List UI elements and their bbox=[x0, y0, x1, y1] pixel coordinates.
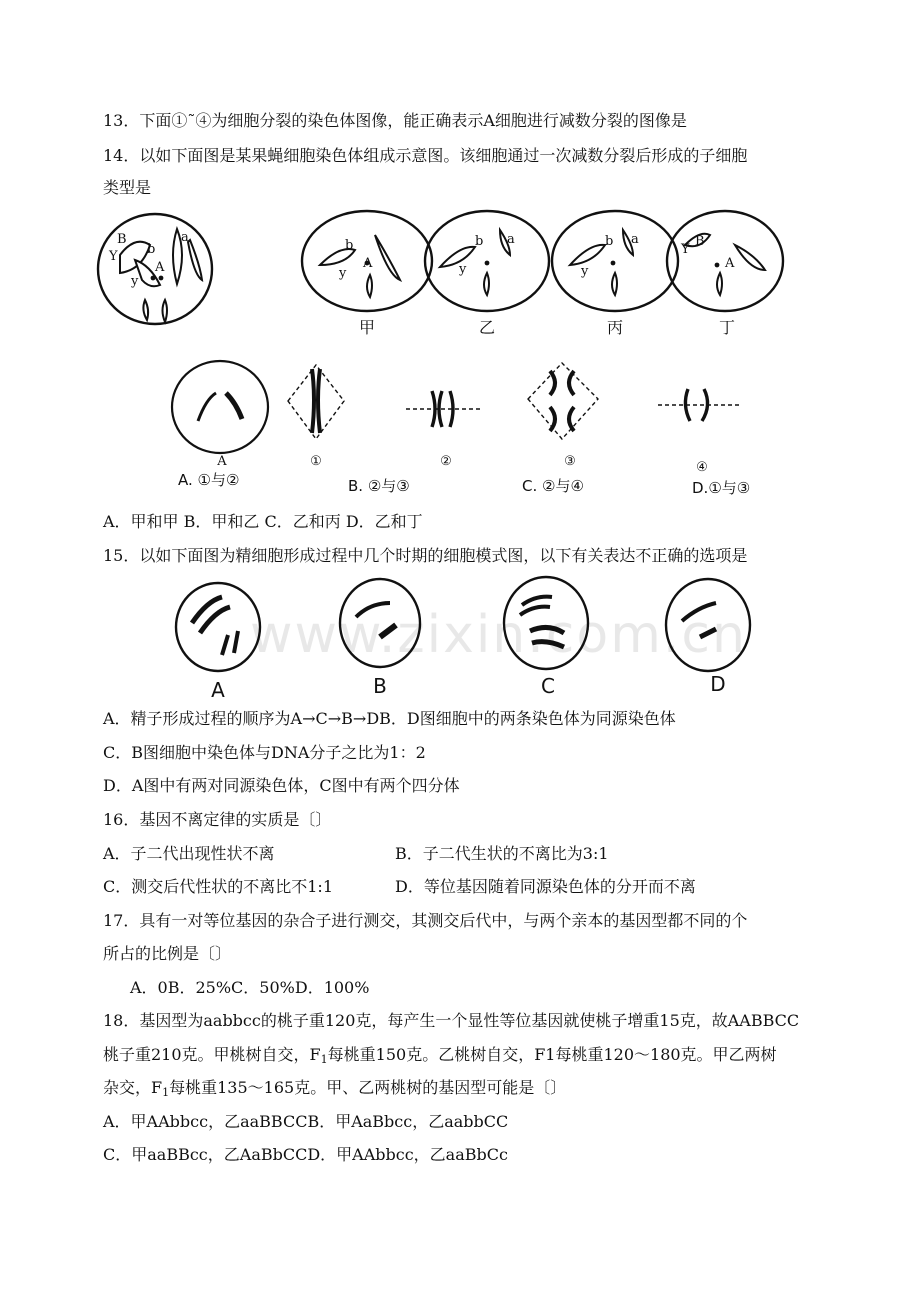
gene-label: a bbox=[507, 232, 515, 247]
q18-line3-b: 每桃重135～165克。甲、乙两桃树的基因型可能是〔〕 bbox=[169, 1078, 567, 1097]
q18-line2-b: 每桃重150克。乙桃树自交，F1每桃重120～180克。甲乙两树 bbox=[327, 1045, 777, 1064]
stage-number: ④ bbox=[696, 460, 708, 475]
question-14-line1: 14．以如下面图是某果蝇细胞染色体组成示意图。该细胞通过一次减数分裂后形成的子细胞 bbox=[103, 146, 748, 165]
figure-label-jia: 甲 bbox=[358, 318, 376, 337]
gene-label: Y bbox=[681, 242, 690, 257]
figure-label-ding: 丁 bbox=[718, 318, 736, 337]
question-18-option-cd: C．甲aaBBcc，乙AaBbCCD．甲AAbbcc，乙aaBbCc bbox=[103, 1145, 508, 1164]
cell-label-a: A bbox=[211, 678, 225, 702]
gene-label: Y bbox=[109, 249, 118, 264]
stage-number: ② bbox=[440, 454, 452, 469]
question-16: 16．基因不离定律的实质是〔〕 bbox=[103, 810, 332, 829]
watermark: www.zixin.com.cn bbox=[250, 605, 747, 665]
stage-number: ① bbox=[310, 454, 322, 469]
question-13: 13．下面①˜④为细胞分裂的染色体图像，能正确表示A细胞进行减数分裂的图像是 bbox=[103, 111, 687, 130]
stage-number: ③ bbox=[564, 454, 576, 469]
figure-label-yi: 乙 bbox=[478, 318, 496, 337]
question-18-option-ab: A．甲AAbbcc，乙aaBBCCB．甲AaBbcc，乙aabbCC bbox=[103, 1112, 509, 1131]
gene-label: y bbox=[131, 274, 139, 289]
fruitfly-chromosome-figure bbox=[95, 205, 815, 340]
gene-label: b bbox=[605, 234, 614, 249]
gene-label: A bbox=[155, 260, 165, 275]
question-17-line2: 所占的比例是〔〕 bbox=[103, 944, 232, 963]
question-18-line2 bbox=[103, 1045, 777, 1070]
question-14-line2: 类型是 bbox=[103, 178, 152, 197]
gene-label: y bbox=[581, 264, 589, 279]
figure-label-bing: 丙 bbox=[606, 318, 624, 337]
q18-line3-a: 杂交，F bbox=[103, 1078, 163, 1097]
question-16-option-b: B．子二代生状的不离比为3:1 bbox=[395, 844, 609, 863]
question-17-line1: 17．具有一对等位基因的杂合子进行测交，其测交后代中，与两个亲本的基因型都不同的个 bbox=[103, 911, 748, 930]
figure-choice: D.①与③ bbox=[692, 479, 751, 497]
gene-label: b bbox=[345, 238, 354, 253]
gene-label: y bbox=[459, 262, 467, 277]
gene-label: A bbox=[725, 256, 735, 271]
question-16-option-d: D．等位基因随着同源染色体的分开而不离 bbox=[395, 877, 696, 896]
question-15: 15．以如下面图为精细胞形成过程中几个时期的细胞模式图，以下有关表达不正确的选项是 bbox=[103, 546, 748, 565]
question-16-option-c: C．测交后代性状的不离比不1:1 bbox=[103, 877, 333, 896]
cell-label-c: C bbox=[541, 674, 555, 698]
question-16-option-a: A．子二代出现性状不离 bbox=[103, 844, 275, 863]
gene-label: B bbox=[117, 232, 127, 247]
figure-choice: B. ②与③ bbox=[348, 477, 410, 495]
question-15-option-c: C．B图细胞中染色体与DNA分子之比为1：2 bbox=[103, 743, 426, 762]
question-18-line3 bbox=[103, 1078, 566, 1103]
q18-line2-a: 桃子重210克。甲桃树自交，F bbox=[103, 1045, 321, 1064]
gene-label: a bbox=[181, 230, 189, 245]
cell-label-b: B bbox=[373, 674, 387, 698]
gene-label: B bbox=[695, 234, 705, 249]
question-15-option-ab: A．精子形成过程的顺序为A→C→B→DB．D图细胞中的两条染色体为同源染色体 bbox=[103, 709, 676, 728]
gene-label: y bbox=[339, 266, 347, 281]
gene-label: b bbox=[475, 234, 484, 249]
cell-label-d: D bbox=[710, 672, 726, 696]
figure-choice: C. ②与④ bbox=[522, 477, 584, 495]
question-15-option-d: D．A图中有两对同源染色体，C图中有两个四分体 bbox=[103, 776, 460, 795]
sperm-formation-figure bbox=[170, 575, 760, 700]
q18-line2-sub: 1 bbox=[320, 1053, 328, 1066]
meiosis-stages-figure bbox=[170, 355, 790, 500]
gene-label: a bbox=[631, 232, 639, 247]
question-18-line1: 18．基因型为aabbcc的桃子重120克，每产生一个显性等位基因就使桃子增重15克，故AABBCC bbox=[103, 1011, 800, 1030]
cell-label: A bbox=[217, 454, 227, 469]
q18-line3-sub: 1 bbox=[162, 1086, 170, 1099]
question-14-options: A．甲和甲 B．甲和乙 C．乙和丙 D．乙和丁 bbox=[103, 512, 423, 531]
figure-choice: A. ①与② bbox=[178, 471, 240, 489]
gene-label: A bbox=[363, 256, 373, 271]
question-17-options: A．0B．25%C．50%D．100% bbox=[130, 978, 370, 997]
gene-label: b bbox=[147, 242, 156, 257]
